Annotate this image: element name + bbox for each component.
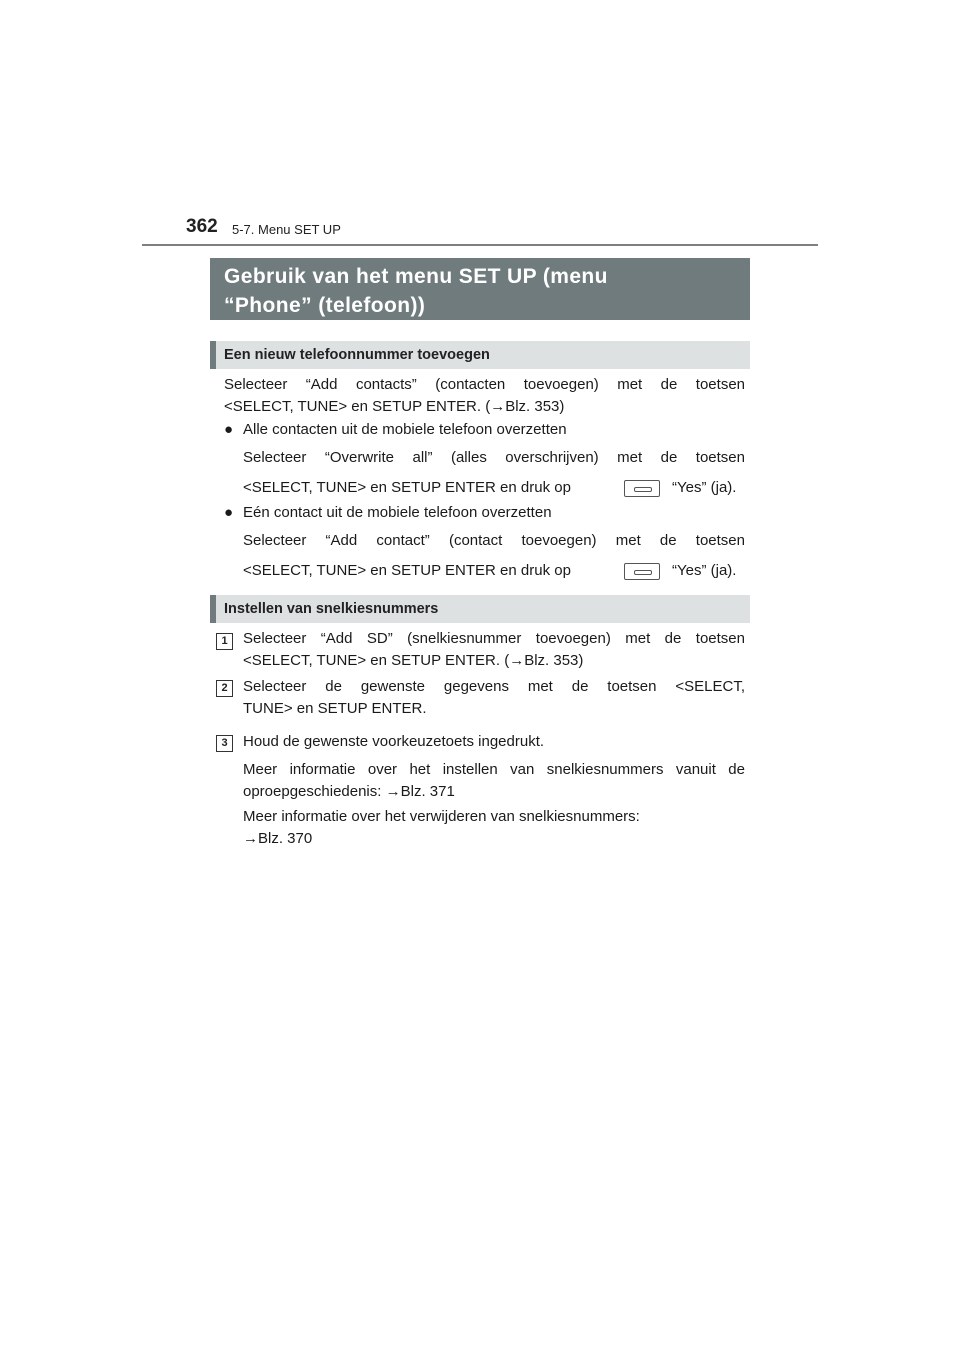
intro-line-2: <SELECT, TUNE> en SETUP ENTER. (→Blz. 353) — [224, 398, 565, 415]
page-title-line-2: “Phone” (telefoon)) — [224, 294, 426, 317]
bullet-marker-1: ● — [224, 421, 234, 438]
bullet-2-line-2-end: “Yes” (ja). — [672, 562, 737, 579]
step-number-1: 1 — [216, 633, 233, 650]
page-title-line-1: Gebruik van het menu SET UP (menu — [224, 265, 608, 288]
bullet-1-line-2-end: “Yes” (ja). — [672, 479, 737, 496]
page-title — [210, 258, 750, 320]
bullet-2-line-1: Selecteer “Add contact” (contact toevoegen) met de toetsen — [243, 532, 745, 549]
step-number-2: 2 — [216, 680, 233, 697]
section-heading-add-number: Een nieuw telefoonnummer toevoegen — [210, 341, 750, 369]
yes-button-icon — [624, 480, 660, 497]
section-reference: 5-7. Menu SET UP — [232, 222, 341, 237]
note-2-line-2: →Blz. 370 — [243, 830, 313, 847]
bullet-marker-2: ● — [224, 504, 234, 521]
step-2-line-2: TUNE> en SETUP ENTER. — [243, 700, 427, 717]
note-1-line-1: Meer informatie over het instellen van snelkiesnummers vanuit de — [243, 761, 745, 778]
bullet-title-2: Eén contact uit de mobiele telefoon overzetten — [243, 504, 552, 521]
intro-line-1: Selecteer “Add contacts” (contacten toevoegen) met de toetsen — [224, 376, 745, 393]
yes-button-icon — [624, 563, 660, 580]
step-number-3: 3 — [216, 735, 233, 752]
step-2-line-1: Selecteer de gewenste gegevens met de toetsen <SELECT, — [243, 678, 745, 695]
step-3-line-1: Houd de gewenste voorkeuzetoets ingedrukt. — [243, 733, 545, 750]
step-1-line-1: Selecteer “Add SD” (snelkiesnummer toevoegen) met de toetsen — [243, 630, 745, 647]
section-heading-speed-dial: Instellen van snelkiesnummers — [210, 595, 750, 623]
note-2-line-1: Meer informatie over het verwijderen van snelkiesnummers: — [243, 808, 640, 825]
bullet-2-line-2: <SELECT, TUNE> en SETUP ENTER en druk op — [243, 562, 571, 579]
step-1-line-2: <SELECT, TUNE> en SETUP ENTER. (→Blz. 353) — [243, 652, 584, 669]
bullet-title-1: Alle contacten uit de mobiele telefoon overzetten — [243, 421, 567, 438]
header-rule — [142, 244, 818, 246]
bullet-1-line-2: <SELECT, TUNE> en SETUP ENTER en druk op — [243, 479, 571, 496]
page-number: 362 — [186, 216, 218, 237]
bullet-1-line-1: Selecteer “Overwrite all” (alles overschrijven) met de toetsen — [243, 449, 745, 466]
note-1-line-2: oproepgeschiedenis: →Blz. 371 — [243, 783, 455, 800]
